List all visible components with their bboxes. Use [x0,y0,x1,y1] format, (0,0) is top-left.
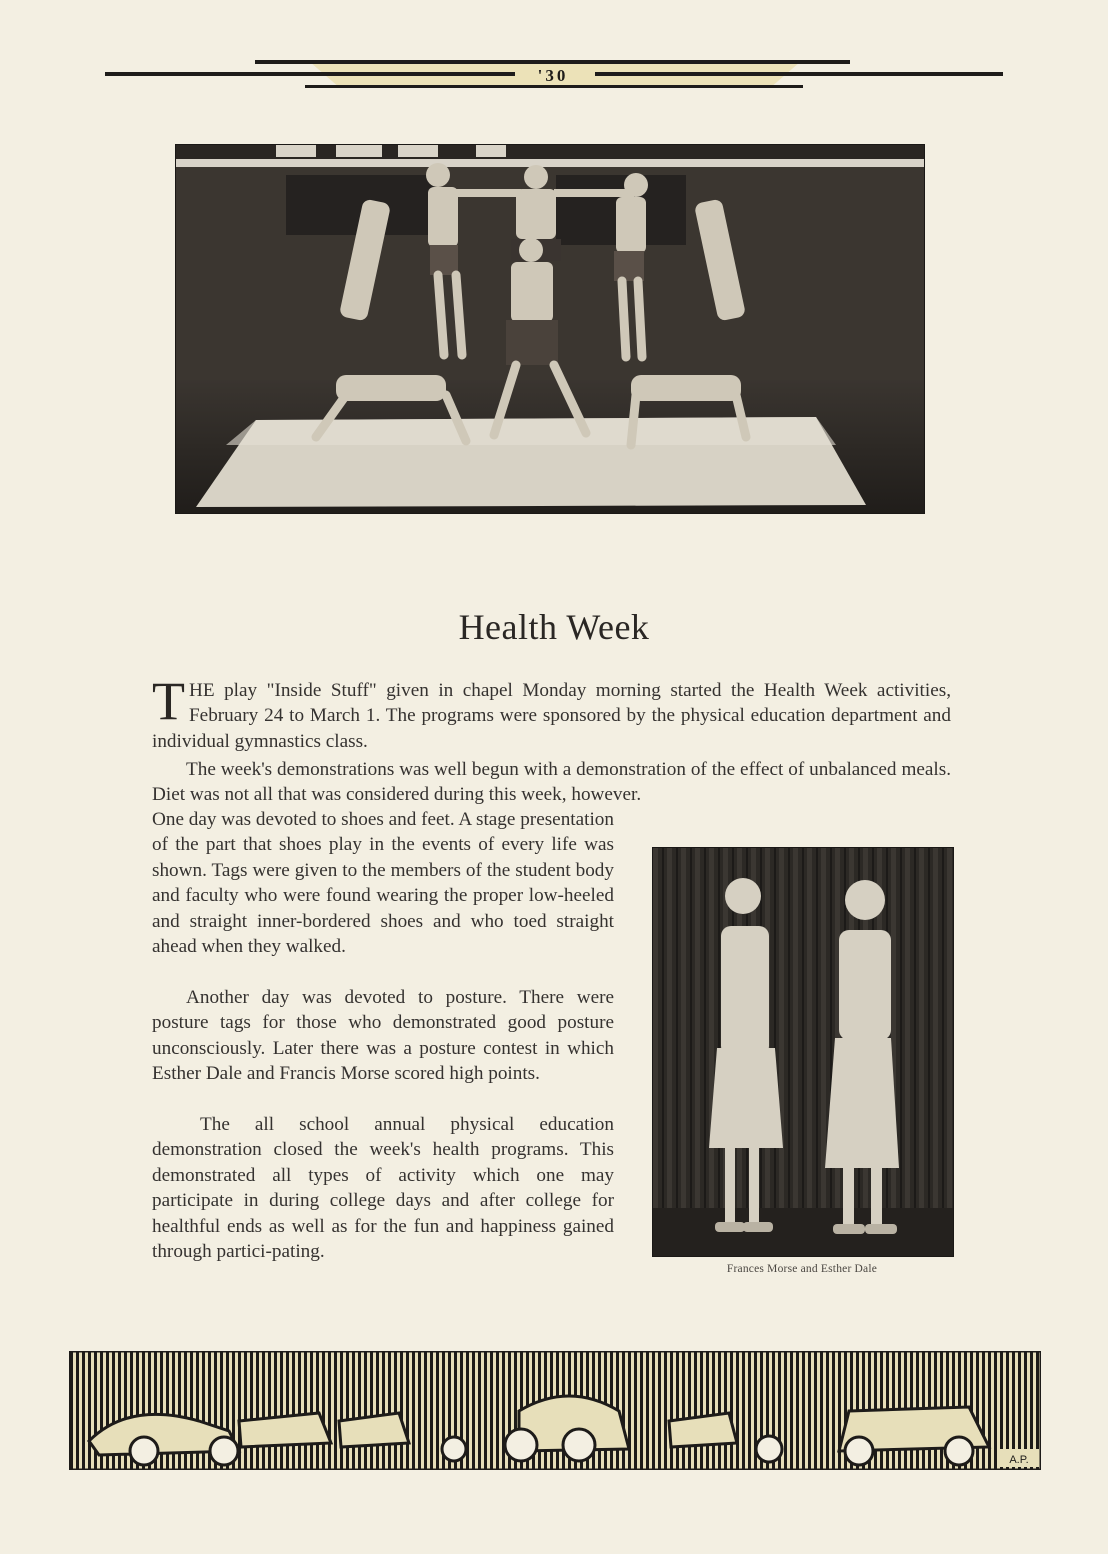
paragraph-3: One day was devoted to shoes and feet. A stage presentation of the part that shoes play in the events of every life was shown. Tags were given to the members of the student body and faculty who were found wearing the proper low-heeled and straight inner-bordered shoes and who toed straight ahead when they walked. [152,809,614,958]
paragraph-1 [152,671,951,754]
photo-caption: Frances Morse and Esther Dale [726,1263,878,1275]
header-rule [0,0,1108,100]
year-label: '30 [537,66,569,85]
article-title: Health Week [458,607,650,647]
paragraph-2: The week's demonstrations was well begun with a demonstration of the effect of unbalanced meals. Diet was not all that was considered during this week, however. [152,759,951,806]
drop-cap: T [152,671,185,731]
paragraph-4: Another day was devoted to posture. There were posture tags for those who demonstrated good posture unconsciously. Later there was a posture contest in which Esther Dale and Francis Morse scored high points. [152,987,614,1085]
artist-initials: A.P. [1009,1454,1029,1466]
women-posture-photo [652,847,954,1257]
gymnastics-pyramid-photo [175,144,925,514]
decorative-frieze [69,1351,1041,1470]
paragraph-5: The all school annual physical education demonstration closed the week's health programs. This demonstrated all types of activity which one may participate in during college days and after college for healthful ends as well as for the fun and happiness gained through partici-pating. [152,1114,614,1263]
paragraph-1-text: HE play "Inside Stuff" given in chapel Monday morning started the Health Week activities, February 24 to March 1. The programs were sponsored by the physical education department and individual gymnastics class. [152,680,951,752]
